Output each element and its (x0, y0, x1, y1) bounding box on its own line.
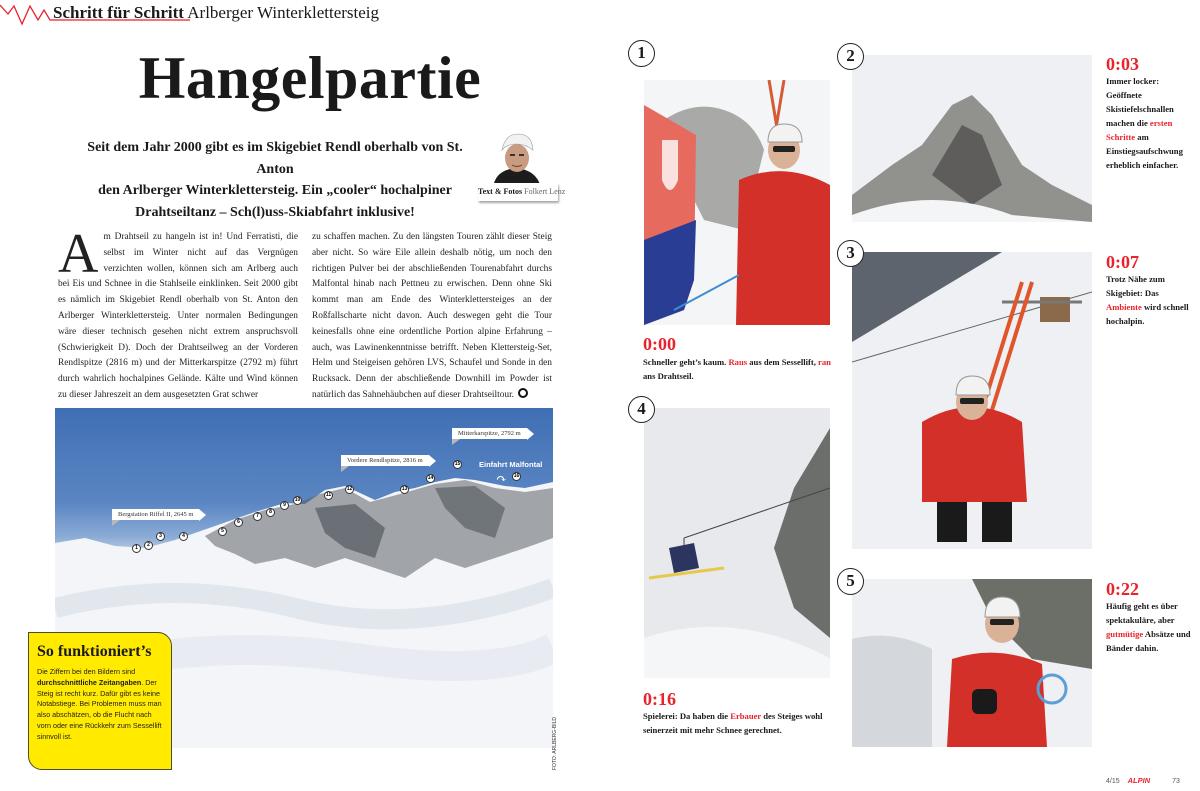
route-marker: 16 (513, 473, 520, 479)
lede (70, 137, 480, 223)
author-name: Folkert Lenz (524, 187, 566, 196)
step-time-5: 0:22 (1106, 579, 1139, 599)
label-tail (112, 520, 120, 526)
step-number-1: 1 (628, 40, 655, 67)
step-number-4: 4 (628, 396, 655, 423)
lede-line: Seit dem Jahr 2000 gibt es im Skigebiet Rendl oberhalb von St. Anton (87, 140, 463, 177)
lede-line: den Arlberger Winterklettersteig. Ein „cooler“ hochalpiner (98, 183, 452, 198)
route-marker: 3 (156, 532, 165, 541)
dropcap: A (58, 223, 99, 285)
caption-text: Schneller geht’s kaum. (643, 357, 729, 367)
route-marker: 6 (234, 518, 243, 527)
step-time-1: 0:00 (643, 334, 676, 354)
label-vordere-rendlspitze: Vordere Rendlspitze, 2816 m (341, 455, 429, 466)
step-caption-4 (643, 709, 838, 737)
body-column-2 (312, 230, 552, 404)
info-box (28, 632, 172, 770)
label-einfahrt-malfontal: Einfahrt Malfontal (479, 460, 543, 469)
section-header (53, 3, 379, 23)
author-credit (478, 183, 566, 201)
route-marker: 5 (218, 527, 227, 536)
route-marker: 7 (253, 512, 262, 521)
caption-highlight: Erbauer (730, 711, 762, 721)
step-photo-4 (644, 408, 830, 678)
step-time-4: 0:16 (643, 689, 676, 709)
route-marker: 12 (346, 486, 353, 492)
caption-highlight: ersten Schritte (1106, 118, 1173, 142)
route-marker: 14 (427, 475, 434, 481)
label-tail (341, 466, 349, 472)
caption-highlight: Ambiente (1106, 302, 1142, 312)
magazine-logo: ALPIN (1127, 776, 1151, 785)
caption-text: am Einstiegsaufschwung erheblich einfacher. (1106, 132, 1183, 170)
caption-text: wird schnell hochalpin. (1106, 302, 1189, 326)
caption-text: ans Drahtseil. (643, 371, 694, 381)
section-label: Schritt für Schritt (53, 3, 184, 22)
author-photo (485, 128, 547, 188)
step-time-2: 0:03 (1106, 54, 1139, 74)
step-caption-1 (643, 355, 833, 383)
step-photo-5 (852, 579, 1092, 747)
text: Die Ziffern bei den Bildern sind (37, 667, 136, 676)
page-number: 73 (1172, 778, 1180, 785)
info-box-title: So funktioniert’s (37, 643, 152, 660)
step-photo-2 (852, 55, 1092, 222)
step-photo-1 (644, 80, 830, 325)
caption-text: Häufig geht es über spektakuläre, aber (1106, 601, 1178, 625)
route-marker: 15 (454, 461, 461, 467)
label-tail (452, 439, 460, 445)
caption-text: aus dem Sessellift, (747, 357, 819, 367)
step-caption-2 (1106, 74, 1194, 172)
curved-arrow-icon: ↷ (496, 471, 507, 486)
headline: Hangelpartie (138, 45, 482, 111)
text-bold: durchschnittliche Zeitangaben (37, 677, 142, 687)
route-marker: 10 (294, 497, 301, 503)
step-photo-3 (852, 252, 1092, 549)
info-box-text (37, 667, 163, 743)
page-footer (1106, 770, 1180, 788)
route-marker: 8 (266, 508, 275, 517)
caption-highlight: ran (818, 357, 831, 367)
label-bergstation: Bergstation Riffel II, 2645 m (112, 509, 199, 520)
route-marker: 11 (325, 492, 332, 498)
end-mark-icon (518, 388, 528, 398)
route-marker: 9 (280, 501, 289, 510)
step-number-3: 3 (837, 240, 864, 267)
label-mitterkarspitze: Mitterkarspitze, 2792 m (452, 428, 527, 439)
caption-text: Spielerei: Da haben die (643, 711, 731, 721)
body-text: zu schaffen machen. Zu den längsten Touren zählt dieser Steig aber nicht. So wäre Eile allein deshalb nötig, um noch den richtigen Pulver bei der abschließenden Tourenabfahrt durchs Malfontal hinab nach Pettneu zu erwischen. Denn ohne Ski kommt man am Ende des Winterklettersteiges an der Roßfallscharte nicht davon. Auch deswegen geht die Tour keinesfalls ohne eine ordentliche Portion alpine Erfahrung – auch, was Lawinenkenntnisse betrifft. Neben Klettersteig-Set, Helm und Steigeisen gehören LVS, Schaufel und Sonde in den Rucksack. Denn der abschließende Downhill im Powder ist natürlich das Sahnehäubchen auf dieser Drahtseiltour. (312, 232, 552, 400)
step-number-2: 2 (837, 43, 864, 70)
step-time-3: 0:07 (1106, 252, 1139, 272)
caption-highlight: gutmütige (1106, 629, 1144, 639)
route-marker: 1 (132, 544, 141, 553)
lede-line: Drahtseiltanz – Sch(l)uss-Skiabfahrt inklusive! (135, 204, 415, 220)
step-caption-3 (1106, 272, 1196, 328)
route-marker: 2 (144, 541, 153, 550)
body-text: m Drahtseil zu hangeln ist in! Und Ferratisti, die selbst im Winter nicht auf das Vergnügen verzichten wollen, können sich am Arlberg auch bei Eis und Schnee in die Stahlseile einklinken. Seit 2000 gibt es nämlich im Skigebiet Rendl oberhalb von St. Anton den Arlberger Winterklettersteig. Unter normalen Bedingungen wäre dieser technisch gesehen nicht extrem anspruchsvoll (Schwierigkeit D). Doch der Drahtseilweg an der Vorderen Rendlspitze (2816 m) und der Mitterkarspitze (2792 m) führt durch wahrlich hochalpines Gelände. Kälte und Wind können zu dieser Jahreszeit an dem ausgesetzten Grat schwer (58, 232, 298, 400)
caption-text: Trotz Nähe zum Skigebiet: Das (1106, 274, 1165, 298)
route-marker: 4 (179, 532, 188, 541)
text: . Der Steig ist recht kurz. Dafür gibt es keine Notabstiege. Bei Problemen muss man also abschätzen, ob die Flucht nach vorn oder eine Rückkehr zum Sessellift sinnvoll ist. (37, 677, 162, 741)
caption-text: des Steiges wohl seinerzeit mit mehr Schnee gerechnet. (643, 711, 823, 735)
caption-text: Immer locker: Geöffnete Skistiefelschnallen machen die (1106, 76, 1174, 128)
caption-text: Absätze und Bänder dahin. (1106, 629, 1191, 653)
issue-number: 4/15 (1106, 778, 1120, 785)
section-topic: Arlberger Winterklettersteig (187, 3, 380, 22)
step-number-5: 5 (837, 568, 864, 595)
step-caption-5 (1106, 599, 1194, 655)
caption-highlight: Raus (728, 357, 748, 367)
body-column-1 (58, 223, 298, 404)
photo-credit: FOTO: ARLBERG-BILD (552, 717, 558, 770)
route-marker: 13 (401, 486, 408, 492)
author-label: Text & Fotos (478, 187, 523, 196)
